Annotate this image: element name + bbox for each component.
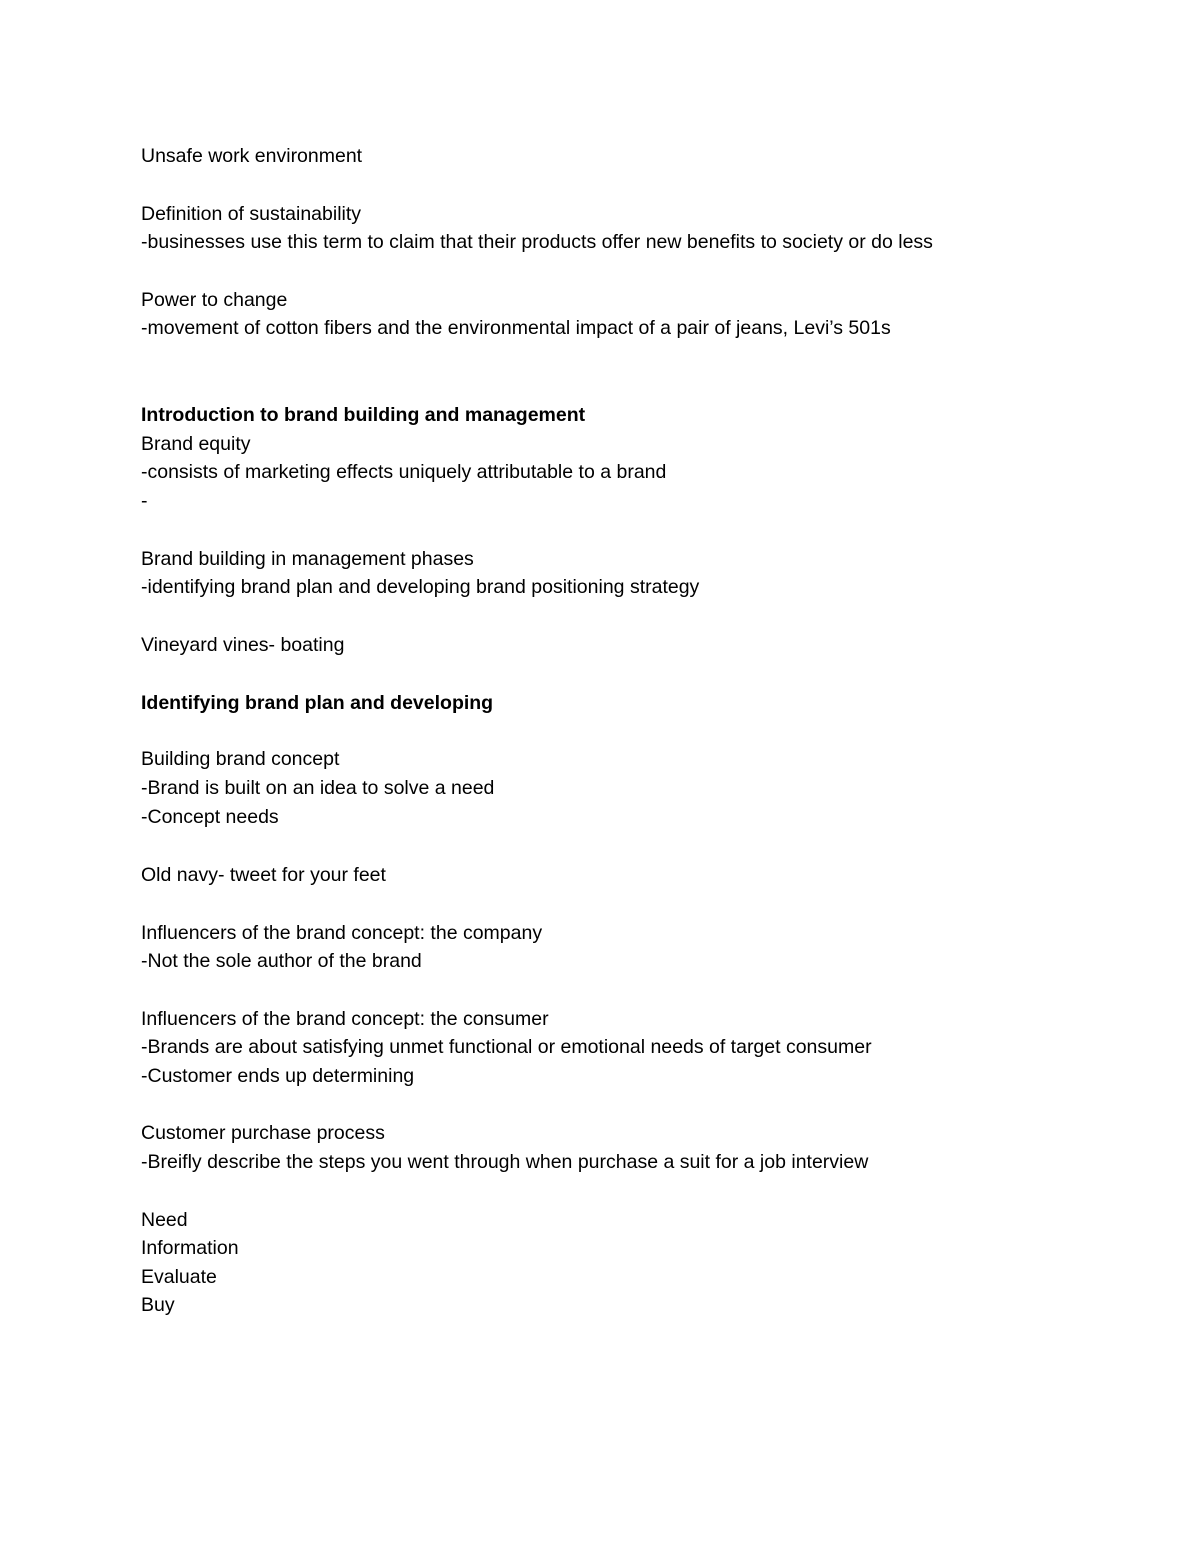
text-line: -Not the sole author of the brand: [141, 950, 422, 972]
text-line: Unsafe work environment: [141, 145, 363, 167]
text-line: -businesses use this term to claim that their products offer new benefits to society or do less: [141, 231, 933, 253]
list-item: Need: [141, 1209, 188, 1231]
heading-line: Influencers of the brand concept: the consumer: [141, 1008, 549, 1030]
heading-line: Influencers of the brand concept: the company: [141, 922, 543, 944]
heading-line: Definition of sustainability: [141, 203, 362, 225]
heading-line: Brand equity: [141, 433, 251, 455]
text-line: -Brand is built on an idea to solve a need: [141, 777, 495, 799]
heading-line: Customer purchase process: [141, 1122, 385, 1144]
heading-line: Power to change: [141, 289, 288, 311]
text-line: -consists of marketing effects uniquely attributable to a brand: [141, 461, 667, 483]
text-line: Vineyard vines- boating: [141, 634, 345, 656]
text-line: -movement of cotton fibers and the environmental impact of a pair of jeans, Levi’s 501s: [141, 317, 891, 339]
list-item: Information: [141, 1237, 239, 1259]
section-heading: Introduction to brand building and management: [141, 404, 586, 426]
heading-line: Brand building in management phases: [141, 548, 474, 570]
text-line: -: [141, 490, 148, 512]
list-item: Buy: [141, 1294, 175, 1316]
section-heading: Identifying brand plan and developing: [141, 692, 494, 714]
text-line: Old navy- tweet for your feet: [141, 864, 386, 886]
text-line: -Concept needs: [141, 806, 279, 828]
text-line: -Customer ends up determining: [141, 1065, 415, 1087]
text-line: -Breifly describe the steps you went through when purchase a suit for a job interview: [141, 1151, 869, 1173]
heading-line: Building brand concept: [141, 748, 340, 770]
text-line: -identifying brand plan and developing brand positioning strategy: [141, 576, 700, 598]
list-item: Evaluate: [141, 1266, 217, 1288]
text-line: -Brands are about satisfying unmet functional or emotional needs of target consumer: [141, 1036, 872, 1058]
